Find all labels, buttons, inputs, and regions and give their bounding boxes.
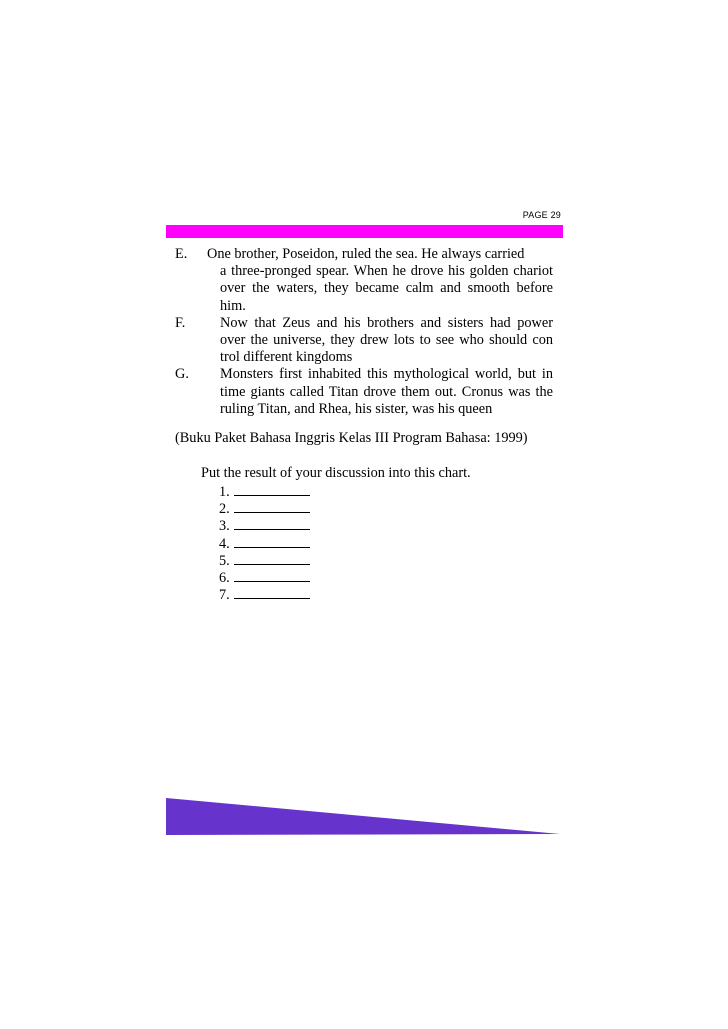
list-number: 2.: [219, 501, 230, 518]
story-entries: [175, 246, 553, 418]
answer-blank: [234, 501, 310, 513]
answer-blank: [234, 536, 310, 548]
entry-g: [175, 366, 553, 418]
answer-blank: [234, 484, 310, 496]
page-number: PAGE 29: [522, 210, 561, 220]
list-number: 5.: [219, 552, 230, 569]
source-citation: (Buku Paket Bahasa Inggris Kelas III Program Bahasa: 1999): [175, 430, 528, 446]
entry-body: [207, 246, 553, 315]
list-number: 3.: [219, 518, 230, 535]
entry-e: [175, 246, 553, 315]
entry-text-first-line: One brother, Poseidon, ruled the sea. He always carried: [207, 246, 525, 262]
entry-text: a three-pronged spear. When he drove his golden chariot over the waters, they became calm and smooth before him.: [220, 263, 553, 314]
footer-wedge-decoration: [166, 798, 560, 835]
chart-list: [219, 484, 310, 604]
list-item: [219, 587, 310, 604]
list-number: 1.: [219, 484, 230, 500]
answer-blank: [234, 570, 310, 582]
list-item: [219, 570, 310, 587]
entry-letter: E.: [175, 246, 188, 262]
entry-letter: G.: [175, 366, 189, 383]
answer-blank: [234, 518, 310, 530]
list-number: 7.: [219, 587, 230, 604]
answer-blank: [234, 587, 310, 599]
list-item: [219, 518, 310, 535]
answer-blank: [234, 553, 310, 565]
list-number: 4.: [219, 535, 230, 552]
list-item: [219, 553, 310, 570]
entry-f: [175, 315, 553, 367]
instruction-text: Put the result of your discussion into this chart.: [201, 465, 471, 481]
entry-text: Monsters first inhabited this mythological world, but in time giants called Titan drove them out. Cronus was the ruling Titan, and Rhea, his sister, was his queen: [220, 366, 553, 417]
entry-text: Now that Zeus and his brothers and sisters had power over the universe, they drew lots to see who should con trol different kingdoms: [220, 314, 553, 366]
list-number: 6.: [219, 570, 230, 587]
list-item: [219, 536, 310, 553]
list-item: [219, 501, 310, 518]
entry-letter: F.: [175, 314, 186, 331]
list-item: [219, 484, 310, 501]
header-accent-bar: [166, 225, 563, 238]
